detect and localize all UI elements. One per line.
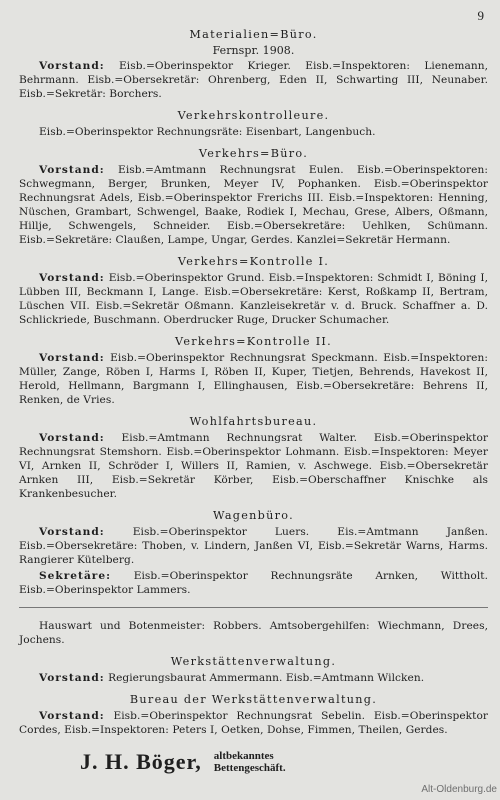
section-verkehrskontrolleure <box>19 109 488 139</box>
section-heading: Verkehrs=Kontrolle I. <box>177 255 330 268</box>
section-heading: Wohlfahrtsbureau. <box>189 415 318 428</box>
footer-tagline-line-1: altbekanntes <box>213 750 274 762</box>
section-heading: Bureau der Werkstättenverwaltung. <box>129 693 378 706</box>
entry-text: Eisb.=Oberinspektor Krieger. Eisb.=Inspektoren: Lienemann, Behrmann. Eisb.=Obersekretär: Ohrenberg, Eden II, Schwarting III, Neunaber. Eisb.=Sekretär: Borchers. <box>19 60 488 100</box>
section-bureau-werkstaetten <box>19 693 488 737</box>
entry-lead: Vorstand: <box>39 432 105 444</box>
section-heading: Verkehrs=Kontrolle II. <box>175 335 332 348</box>
footer-advertisement <box>80 749 286 775</box>
entry-text: Eisb.=Oberinspektor Rechnungsrat Sebelin. Eisb.=Oberinspektor Cordes, Eisb.=Inspektoren: Peters I, Oetken, Dohse, Fimmen, Theilen, Gerdes. <box>19 710 488 736</box>
entry-text: Eisb.=Oberinspektor Rechnungsrat Speckmann. Eisb.=Inspektoren: Müller, Zange, Röben I, Harms I, Röben II, Kuper, Tietjen, Behrends, Havekost II, Herold, Hellmann, Bargmann I, Ellinghausen, Eisb.=Obersekretäre: Behrens II, Renken, de Vries. <box>19 352 488 406</box>
section-hauswart <box>19 619 488 647</box>
section-entry <box>19 619 488 647</box>
section-heading: Wagenbüro. <box>213 509 294 522</box>
section-verkehrs-buero <box>19 147 488 247</box>
section-entry <box>19 709 488 737</box>
section-entry <box>19 271 488 327</box>
section-entry <box>19 431 488 501</box>
footer-tagline-line-2: Bettengeschäft. <box>213 762 286 774</box>
section-entry <box>19 671 488 685</box>
document-page <box>19 28 488 800</box>
footer-advertiser: J. H. Böger, <box>80 749 202 774</box>
entry-lead: Sekretäre: <box>39 570 112 582</box>
section-heading: Verkehrskontrolleure. <box>177 109 330 122</box>
entry-text: Eisb.=Oberinspektor Rechnungsräte: Eisenbart, Langenbuch. <box>39 126 376 138</box>
section-entry <box>19 125 488 139</box>
entry-text: Eisb.=Amtmann Rechnungsrat Walter. Eisb.=Oberinspektor Rechnungsrat Stemshorn. Eisb.=Oberinspektor Lohmann. Eisb.=Inspektoren: Meyer VI, Arnken II, Schröder I, Willers II, Ramien, v. Aschwege. Eisb.=Obersekretär Arnken III, Eisb.=Sekretär Körber, Eisb.=Oberschaffner Knischke als Krankenbesucher. <box>19 432 488 500</box>
entry-lead: Vorstand: <box>39 526 105 538</box>
section-entry <box>19 525 488 567</box>
section-verkehrs-kontrolle-1 <box>19 255 488 327</box>
section-materialien <box>19 28 488 101</box>
section-heading: Materialien=Büro. <box>189 28 318 41</box>
entry-lead: Vorstand: <box>39 352 105 364</box>
section-entry <box>19 59 488 101</box>
section-wagenbuero <box>19 509 488 597</box>
entry-lead: Vorstand: <box>39 272 105 284</box>
entry-lead: Vorstand: <box>39 60 105 72</box>
section-heading: Verkehrs=Büro. <box>198 147 309 160</box>
section-wohlfahrtsbureau <box>19 415 488 501</box>
section-entry <box>19 351 488 407</box>
entry-text: Eisb.=Amtmann Rechnungsrat Eulen. Eisb.=Oberinspektoren: Schwegmann, Berger, Brunken, Meyer IV, Pophanken. Eisb.=Oberinspektor Rechnungsrat Adels, Eisb.=Oberinspektor Frerichs III. Eisb.=Inspektoren: Henning, Nüschen, Grambart, Schwengel, Baake, Rodiek I, Mechau, Grese, Albers, Oßmann, Hillje, Schwengels, Schneider. Eisb.=Obersekretäre: Uehlken, Schümann. Eisb.=Sekretäre: Claußen, Lampe, Ungar, Gerdes. Kanzlei=Sekretär Hermann. <box>19 164 488 246</box>
section-subheading: Fernspr. 1908. <box>212 44 295 57</box>
section-entry <box>19 569 488 597</box>
footer-tagline <box>214 750 286 774</box>
section-divider <box>19 607 488 608</box>
entry-lead: Vorstand: <box>39 164 105 176</box>
section-entry <box>19 163 488 247</box>
entry-text: Eisb.=Oberinspektor Rechnungsräte Arnken, Wittholt. Eisb.=Oberinspektor Lammers. <box>19 570 489 596</box>
entry-text: Regierungsbaurat Ammermann. Eisb.=Amtmann Wilcken. <box>108 672 425 684</box>
section-werkstaettenverwaltung <box>19 655 488 685</box>
entry-lead: Vorstand: <box>39 672 105 684</box>
section-heading: Werkstättenverwaltung. <box>170 655 337 668</box>
watermark: Alt-Oldenburg.de <box>421 784 497 795</box>
entry-text: Eisb.=Oberinspektor Grund. Eisb.=Inspektoren: Schmidt I, Böning I, Lübben III, Beckmann I, Lange. Eisb.=Obersekretäre: Kerst, Roßkamp II, Bertram, Lüschen VII. Eisb.=Sekretär Oßmann. Kanzleisekretär v. d. Bruck. Schaffner a. D. Schlickriede, Buschmann. Oberdrucker Ruge, Drucker Schumacher. <box>19 272 488 326</box>
entry-text: Eisb.=Oberinspektor Luers. Eis.=Amtmann Janßen. Eisb.=Obersekretäre: Thoben, v. Lindern, Janßen VI, Eisb.=Sekretär Warns, Harms. Rangierer Kütelberg. <box>19 526 488 566</box>
section-verkehrs-kontrolle-2 <box>19 335 488 407</box>
entry-lead: Vorstand: <box>39 710 105 722</box>
page-number: 9 <box>477 8 484 23</box>
entry-text: Hauswart und Botenmeister: Robbers. Amtsobergehilfen: Wiechmann, Drees, Jochens. <box>19 620 488 646</box>
